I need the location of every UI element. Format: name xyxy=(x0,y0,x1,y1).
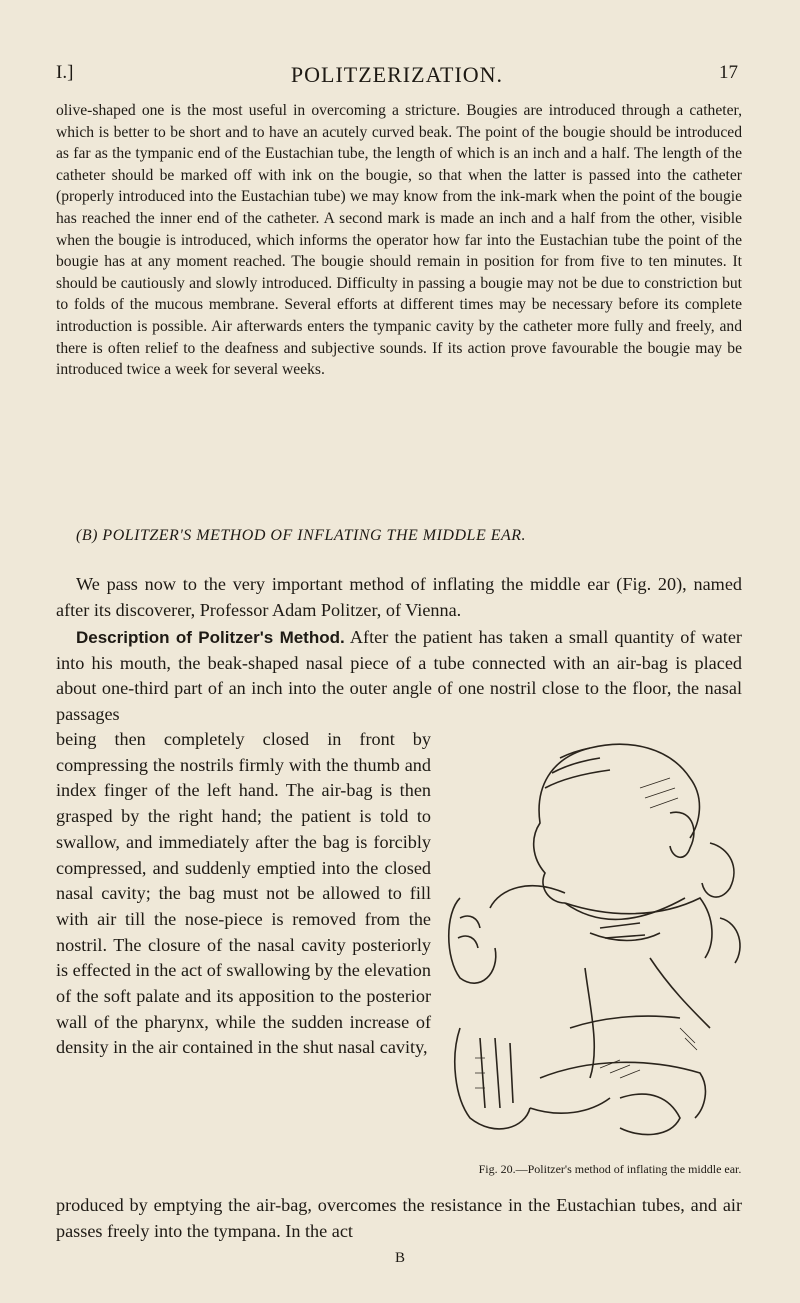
politzer-illustration-drawing xyxy=(440,728,750,1148)
figure-caption: Fig. 20.—Politzer's method of inflating the middle ear. xyxy=(478,1162,742,1176)
description-text-wide: After the patient has taken a small quantity of water into his mouth, the beak-shaped nasal piece of a tube connected with an air-bag is placed about one-third part of an inch into the outer angle of one nostril close to the floor, the nasal passages xyxy=(56,627,742,725)
description-label: Description of Politzer's Method. xyxy=(76,628,345,647)
page-number: 17 xyxy=(719,62,738,83)
paragraph-description-tail: produced by emptying the air-bag, overcomes the resistance in the Eustachian tubes, and air passes freely into the tympana. In the act xyxy=(56,1195,742,1241)
signature-mark: B xyxy=(394,1250,405,1266)
running-header xyxy=(56,62,738,92)
chapter-marker: I.] xyxy=(56,62,74,83)
paragraph-bougies: olive-shaped one is the most useful in overcoming a stricture. Bougies are introduced through a catheter, which is better to be short and to have an acutely curved beak. The point of the bougie should be introduced as far as the tympanic end of the Eustachian tube, the length of which is an inch and a half. The length of the catheter should be marked off with ink on the bougie, so that when the latter is passed into the catheter (properly introduced into the Eustachian tube) we may know from the ink-mark when the point of the bougie has reached the inner end of the catheter. A second mark is made an inch and a half from the other, visible when the bougie is introduced, which informs the operator how far into the Eustachian tube the point of the bougie has at any moment reached. The bougie should remain in position for from five to ten minutes. It should be cautiously and slowly introduced. Difficulty in passing a bougie may not be due to constriction but to folds of the mucous membrane. Several efforts at different times may be necessary before its complete introduction is possible. Air afterwards enters the tympanic cavity by the catheter more fully and freely, and there is often relief to the deafness and subjective sounds. If its action prove favourable the bougie may be introduced twice a week for several weeks. xyxy=(56,102,742,379)
section-heading: (B) POLITZER'S METHOD OF INFLATING THE MIDDLE EAR. xyxy=(76,527,527,544)
paragraph-intro-politzer: We pass now to the very important method of inflating the middle ear (Fig. 20), named after its discoverer, Professor Adam Politzer, of Vienna. xyxy=(56,574,742,620)
running-title: POLITZERIZATION. xyxy=(290,62,504,87)
paragraph-description-narrow: being then completely closed in front by compressing the nostrils firmly with the thumb and index finger of the left hand. The air-bag is then grasped by the right hand; the patient is told to swallow, and immediately after the bag is forcibly compressed, and suddenly emptied into the closed nasal cavity; the bag must not be allowed to fill with air till the nose-piece is removed from the nostril. The closure of the nasal cavity posteriorly is effected in the act of swallowing by the elevation of the soft palate and its apposition to the posterior wall of the pharynx, while the sudden increase of density in the air contained in the shut nasal cavity, xyxy=(56,729,431,1058)
paragraph-description-start xyxy=(56,625,742,728)
figure-politzer-illustration xyxy=(440,728,750,1148)
